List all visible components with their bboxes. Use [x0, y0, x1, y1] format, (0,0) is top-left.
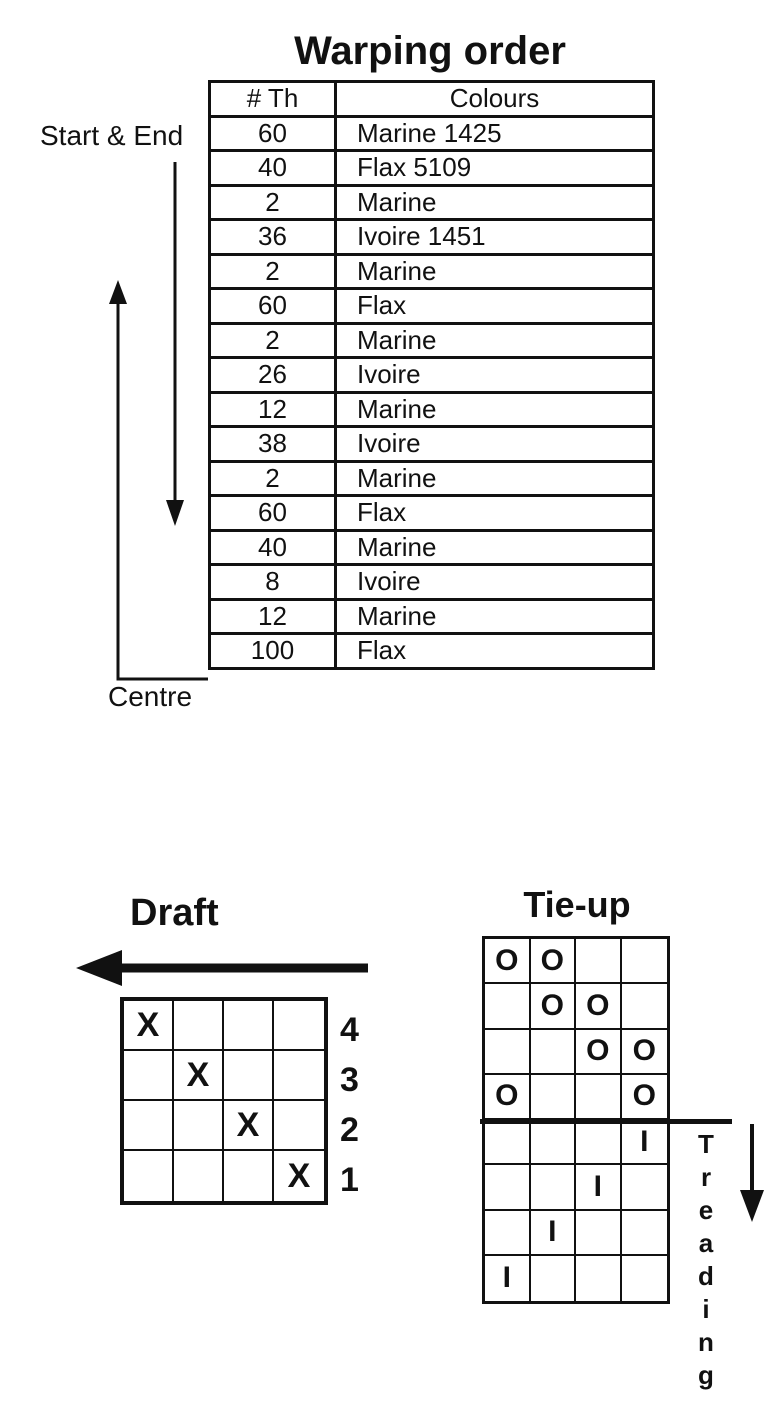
shaft-label-4: 4: [340, 1011, 359, 1049]
tieup-cell: O: [531, 984, 577, 1029]
tieup-cell: [622, 1165, 668, 1210]
treading-letter: r: [700, 1162, 712, 1192]
thread-count-cell: 12: [210, 599, 336, 634]
tieup-cell: I: [576, 1165, 622, 1210]
thread-count-cell: 8: [210, 565, 336, 600]
draft-cell: [174, 1001, 224, 1051]
tieup-cell: [485, 1165, 531, 1210]
colour-cell: Ivoire: [336, 565, 654, 600]
draft-cell: [124, 1151, 174, 1201]
colours-column-header: Colours: [336, 82, 654, 117]
colour-cell: Marine: [336, 599, 654, 634]
draft-cell: X: [174, 1051, 224, 1101]
start-end-label: Start & End: [40, 120, 184, 151]
thread-count-cell: 2: [210, 185, 336, 220]
treading-letter: e: [698, 1195, 714, 1225]
tieup-cell: [576, 1211, 622, 1256]
tieup-cell: [531, 1075, 577, 1120]
tieup-cell: [485, 1120, 531, 1165]
draft-cell: [124, 1101, 174, 1151]
draft-cell: [124, 1051, 174, 1101]
tieup-cell: I: [485, 1256, 531, 1301]
shaft-label-1: 1: [340, 1161, 359, 1199]
tieup-cell: [622, 939, 668, 984]
thread-count-cell: 36: [210, 220, 336, 255]
tieup-cell: [622, 1256, 668, 1301]
tieup-cell: [576, 1120, 622, 1165]
thread-count-cell: 2: [210, 254, 336, 289]
colour-cell: Flax: [336, 289, 654, 324]
tieup-title: Tie-up: [523, 884, 631, 925]
treading-letter: g: [698, 1360, 714, 1390]
tieup-cell: [485, 1211, 531, 1256]
tieup-cell: O: [531, 939, 577, 984]
up-arrow-icon: [109, 280, 208, 679]
tieup-cell: [576, 1256, 622, 1301]
thread-count-cell: 100: [210, 634, 336, 669]
tieup-cell: O: [622, 1030, 668, 1075]
thread-count-cell: 12: [210, 392, 336, 427]
colour-cell: Marine: [336, 461, 654, 496]
tieup-cell: O: [485, 939, 531, 984]
draft-cell: X: [224, 1101, 274, 1151]
draft-grid: [120, 997, 328, 1205]
tieup-cell: [622, 984, 668, 1029]
tieup-cell: I: [622, 1120, 668, 1165]
colour-cell: Marine: [336, 323, 654, 358]
treading-label: [692, 1128, 720, 1392]
thread-count-cell: 60: [210, 496, 336, 531]
treading-down-arrow-icon: [740, 1124, 764, 1222]
draft-cell: [174, 1151, 224, 1201]
thread-count-cell: 40: [210, 530, 336, 565]
colour-cell: Marine: [336, 392, 654, 427]
thread-count-cell: 40: [210, 151, 336, 186]
colour-cell: Flax: [336, 634, 654, 669]
treading-letter: n: [698, 1327, 714, 1357]
thread-count-cell: 2: [210, 461, 336, 496]
draft-cell: [174, 1101, 224, 1151]
tieup-cell: I: [531, 1211, 577, 1256]
draft-cell: [224, 1001, 274, 1051]
draft-cell: [274, 1101, 324, 1151]
colour-cell: Marine: [336, 185, 654, 220]
colour-cell: Marine: [336, 254, 654, 289]
colour-cell: Marine 1425: [336, 116, 654, 151]
tieup-cell: [531, 1030, 577, 1075]
draft-cell: [274, 1001, 324, 1051]
colour-cell: Flax 5109: [336, 151, 654, 186]
colour-cell: Ivoire 1451: [336, 220, 654, 255]
colour-cell: Ivoire: [336, 427, 654, 462]
draft-cell: [224, 1051, 274, 1101]
tieup-divider: [480, 1119, 732, 1124]
colour-cell: Marine: [336, 530, 654, 565]
treading-letter: i: [702, 1294, 710, 1324]
draft-cell: X: [287, 1156, 311, 1195]
tieup-cell: O: [485, 1075, 531, 1120]
thread-count-cell: 60: [210, 116, 336, 151]
shaft-label-2: 2: [340, 1111, 359, 1149]
thread-count-cell: 2: [210, 323, 336, 358]
warping-order-title: Warping order: [294, 29, 566, 73]
tieup-cell: O: [622, 1075, 668, 1120]
down-arrow-icon: [166, 162, 184, 526]
tieup-cell: [576, 1075, 622, 1120]
tieup-cell: [622, 1211, 668, 1256]
tieup-cell: [485, 1030, 531, 1075]
treading-letter: T: [698, 1129, 714, 1159]
tieup-cell: [531, 1256, 577, 1301]
shaft-label-3: 3: [340, 1061, 359, 1099]
tieup-cell: O: [576, 984, 622, 1029]
draft-cell: X: [124, 1001, 174, 1051]
draft-cell: [224, 1151, 274, 1201]
colour-cell: Flax: [336, 496, 654, 531]
tieup-cell: [485, 984, 531, 1029]
tieup-cell: [576, 939, 622, 984]
tieup-cell: [531, 1165, 577, 1210]
draft-title: Draft: [130, 892, 219, 934]
thread-count-cell: 60: [210, 289, 336, 324]
treading-letter: a: [698, 1228, 714, 1258]
threads-column-header: # Th: [210, 82, 336, 117]
colour-cell: Ivoire: [336, 358, 654, 393]
tieup-cell: [531, 1120, 577, 1165]
thread-count-cell: 38: [210, 427, 336, 462]
draft-cell: [274, 1051, 324, 1101]
thread-count-cell: 26: [210, 358, 336, 393]
centre-label: Centre: [108, 681, 193, 712]
treading-letter: d: [698, 1261, 714, 1291]
left-arrow-icon: [76, 950, 368, 986]
tieup-cell: O: [576, 1030, 622, 1075]
